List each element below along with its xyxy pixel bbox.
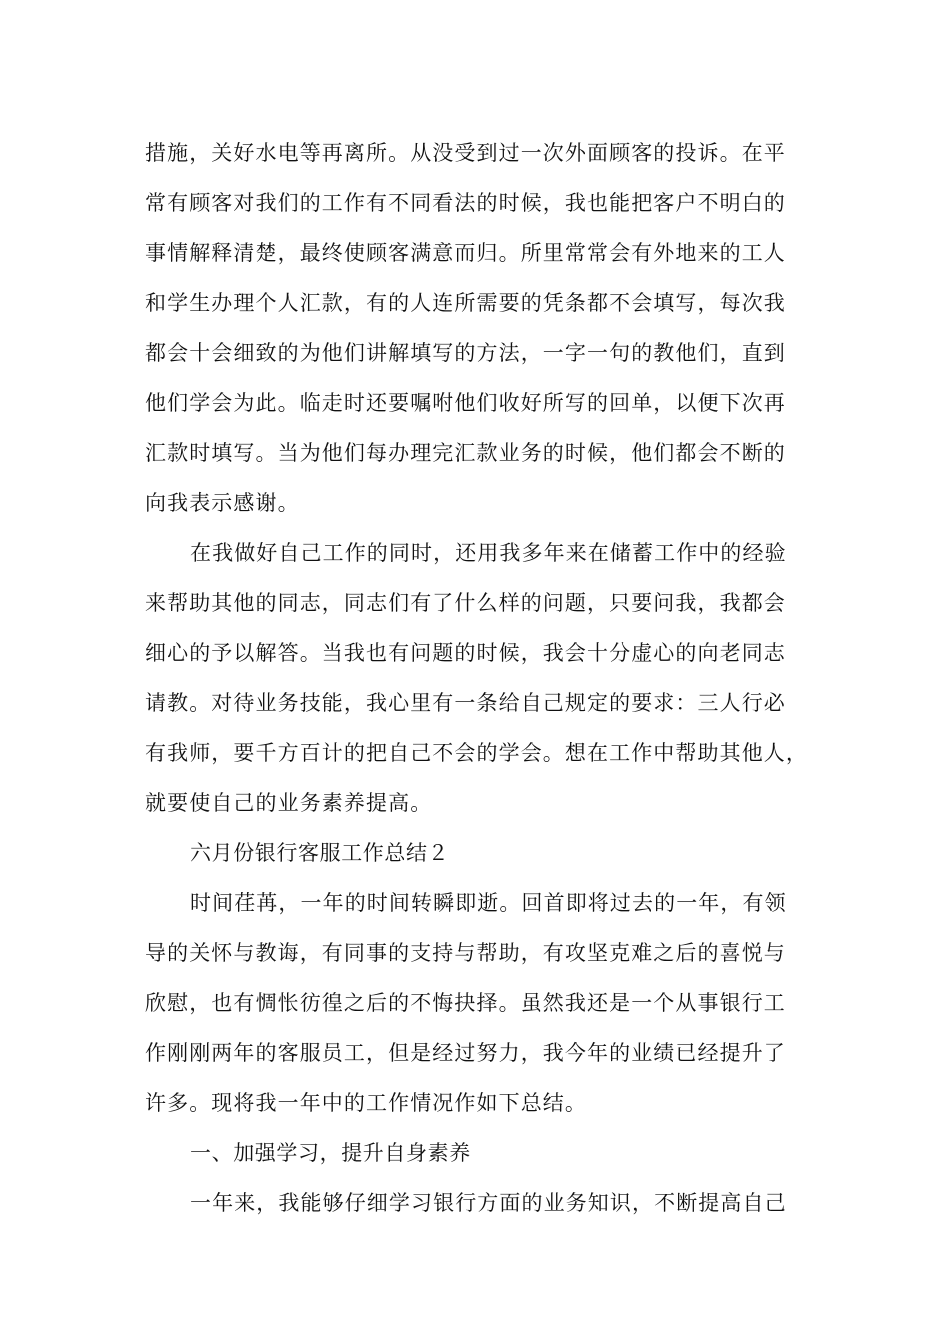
- paragraph-line: 请教。对待业务技能，我心里有一条给自己规定的要求：三人行必: [145, 691, 786, 715]
- paragraph-line: 他们学会为此。临走时还要嘱咐他们收好所写的回单，以便下次再: [145, 391, 786, 415]
- paragraph-line: 都会十会细致的为他们讲解填写的方法，一字一句的教他们，直到: [145, 341, 786, 365]
- paragraph-line: 一年来，我能够仔细学习银行方面的业务知识，不断提高自己: [190, 1191, 787, 1215]
- paragraph-line: 作刚刚两年的客服员工，但是经过努力，我今年的业绩已经提升了: [145, 1041, 786, 1065]
- paragraph-line: 来帮助其他的同志，同志们有了什么样的问题，只要问我，我都会: [145, 591, 786, 615]
- subsection-heading: 一、加强学习，提升自身素养: [190, 1141, 471, 1165]
- paragraph-line: 事情解释清楚，最终使顾客满意而归。所里常常会有外地来的工人: [145, 241, 786, 265]
- paragraph-line: 欣慰，也有惆怅彷徨之后的不悔抉择。虽然我还是一个从事银行工: [145, 991, 786, 1015]
- paragraph-line: 导的关怀与教诲，有同事的支持与帮助，有攻坚克难之后的喜悦与: [145, 941, 786, 965]
- section-title: 六月份银行客服工作总结２: [190, 841, 450, 865]
- paragraph-line: 向我表示感谢。: [145, 491, 300, 515]
- paragraph-line: 就要使自己的业务素养提高。: [145, 791, 433, 815]
- paragraph-line: 和学生办理个人汇款，有的人连所需要的凭条都不会填写，每次我: [145, 291, 786, 315]
- paragraph-line: 汇款时填写。当为他们每办理完汇款业务的时候，他们都会不断的: [145, 441, 786, 465]
- paragraph-line: 在我做好自己工作的同时，还用我多年来在储蓄工作中的经验: [190, 541, 787, 565]
- paragraph-line: 时间荏苒，一年的时间转瞬即逝。回首即将过去的一年，有领: [190, 891, 787, 915]
- paragraph-line: 常有顾客对我们的工作有不同看法的时候，我也能把客户不明白的: [145, 191, 786, 215]
- paragraph-line: 有我师，要千方百计的把自己不会的学会。想在工作中帮助其他人，: [145, 741, 808, 765]
- paragraph-line: 细心的予以解答。当我也有问题的时候，我会十分虚心的向老同志: [145, 641, 786, 665]
- paragraph-line: 措施，关好水电等再离所。从没受到过一次外面顾客的投诉。在平: [145, 141, 786, 165]
- paragraph-line: 许多。现将我一年中的工作情况作如下总结。: [145, 1091, 587, 1115]
